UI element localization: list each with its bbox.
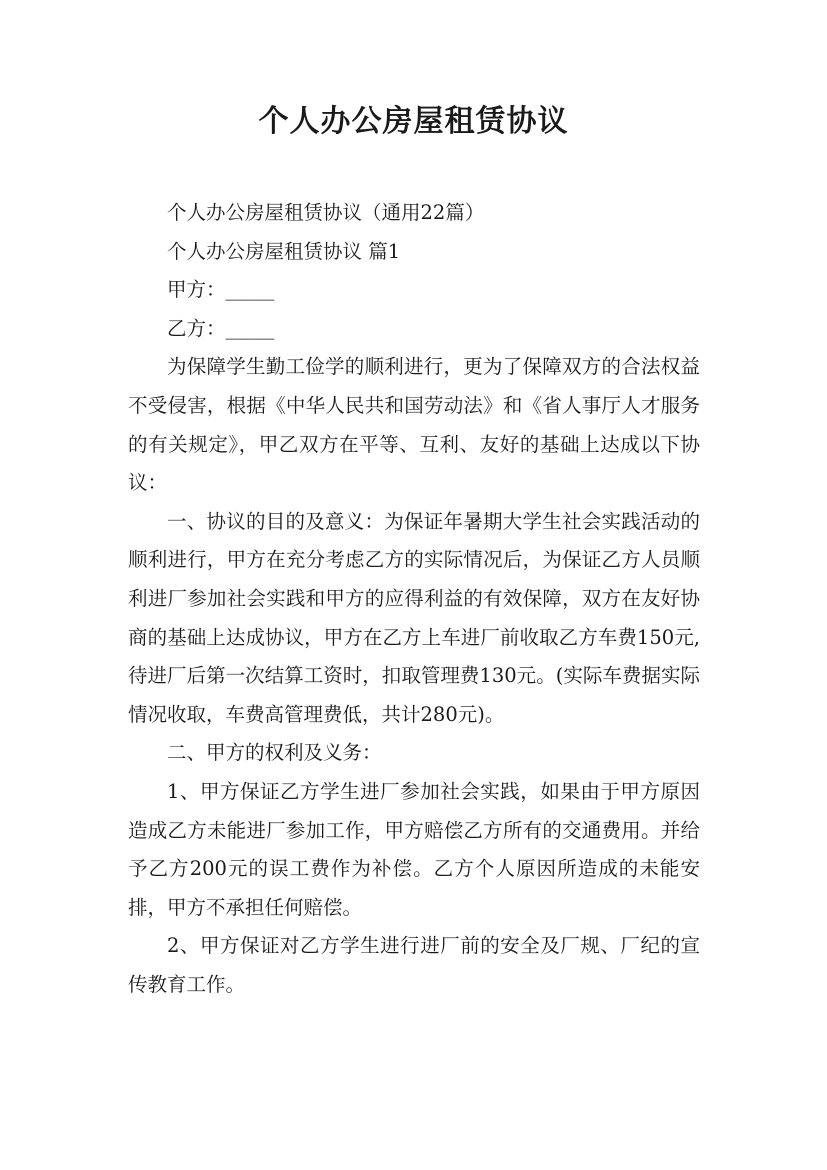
paragraph-party-b: 乙方：_____ xyxy=(167,316,275,340)
paragraph-section-heading: 个人办公房屋租赁协议 篇1 xyxy=(167,239,401,263)
paragraph-party-a: 甲方：_____ xyxy=(167,278,275,302)
document-title: 个人办公房屋租赁协议 xyxy=(258,104,569,139)
paragraph-clause-1: 一、协议的目的及意义：为保证年暑期大学生社会实践活动的顺利进行，甲方在充分考虑乙方的实际情况后，为保证乙方人员顺利进厂参加社会实践和甲方的应得利益的有效保障，双方在友好协商的基础上达成协议，甲方在乙方上车进厂前收取乙方车费150元,待进厂后第一次结算工资时，扣取管理费130元。(实际车费据实际情况收取，车费高管理费低，共计280元)。 xyxy=(128,509,700,726)
paragraph-clause-2-item-2: 2、甲方保证对乙方学生进行进厂前的安全及厂规、厂纪的宣传教育工作。 xyxy=(128,934,700,996)
paragraph-clause-2-heading: 二、甲方的权利及义务： xyxy=(167,741,382,765)
paragraph-preamble: 为保障学生勤工俭学的顺利进行，更为了保障双方的合法权益不受侵害，根据《中华人民共和国劳动法》和《省人事厅人才服务的有关规定》，甲乙双方在平等、互利、友好的基础上达成以下协议： xyxy=(128,355,700,495)
paragraph-clause-2-item-1: 1、甲方保证乙方学生进厂参加社会实践，如果由于甲方原因造成乙方未能进厂参加工作，甲方赔偿乙方所有的交通费用。并给予乙方200元的误工费作为补偿。乙方个人原因所造成的未能安排，甲方不承担任何赔偿。 xyxy=(128,779,700,919)
document-body xyxy=(128,194,700,1004)
paragraph-subtitle: 个人办公房屋租赁协议（通用22篇） xyxy=(167,201,485,224)
